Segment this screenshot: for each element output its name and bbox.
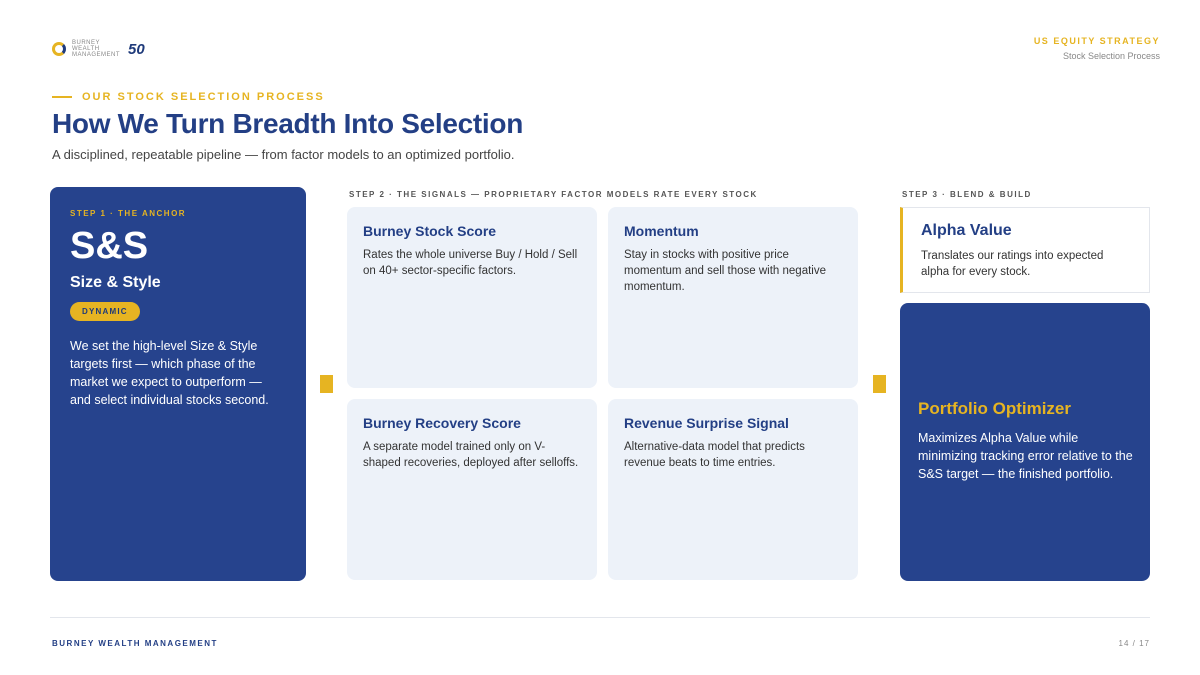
logo-mark-icon [52, 42, 66, 56]
signal-desc: Rates the whole universe Buy / Hold / Sell on 40+ sector-specific factors. [363, 249, 578, 277]
optimizer-title: Portfolio Optimizer [918, 399, 1071, 418]
signal-card [608, 399, 858, 580]
anniversary-mark: 50 [128, 40, 145, 58]
optimizer-desc: Maximizes Alpha Value while minimizing tracking error relative to the S&S target — the finished portfolio. [918, 431, 1133, 481]
signal-desc: A separate model trained only on V-shaped recoveries, deployed after selloffs. [363, 441, 579, 469]
alpha-value-card [900, 207, 1150, 293]
signal-card [608, 207, 858, 388]
connector-arrow-icon [320, 375, 333, 393]
signal-title: Burney Recovery Score [363, 415, 521, 431]
section-title: US EQUITY STRATEGY [1033, 36, 1160, 46]
portfolio-optimizer-card [900, 303, 1150, 581]
signal-title: Momentum [624, 223, 699, 239]
header-section [1034, 36, 1160, 61]
signal-title: Burney Stock Score [363, 223, 497, 239]
anchor-card [50, 187, 306, 581]
company-logo [52, 40, 145, 58]
logo-word: WEALTH [72, 46, 100, 52]
anchor-subtitle: Size & Style [70, 274, 161, 291]
page-name: Stock Selection Process [1062, 51, 1160, 61]
dynamic-badge: DYNAMIC [70, 302, 140, 321]
footer-company: BURNEY WEALTH MANAGEMENT [52, 639, 218, 648]
connector-arrow-icon [873, 375, 886, 393]
anchor-big-text: S&S [70, 225, 149, 267]
page-number: 14 / 17 [1118, 639, 1150, 648]
anchor-step-label: STEP 1 · THE ANCHOR [70, 209, 187, 218]
eyebrow-rule [52, 96, 72, 98]
footer-divider [50, 617, 1150, 618]
anchor-body: We set the high-level Size & Style targets first — which phase of the market we expect to outperform — and select individual stocks second. [70, 339, 269, 407]
signal-desc: Stay in stocks with positive price momentum and sell those with negative momentum. [624, 249, 826, 293]
alpha-title: Alpha Value [921, 222, 1012, 239]
step2-label: STEP 2 · THE SIGNALS — PROPRIETARY FACTOR MODELS RATE EVERY STOCK [349, 190, 758, 199]
signal-desc: Alternative-data model that predicts revenue beats to time entries. [624, 441, 805, 469]
logo-words [72, 40, 120, 58]
alpha-desc: Translates our ratings into expected alpha for every stock. [921, 250, 1104, 278]
eyebrow [52, 91, 325, 103]
page-subtitle: A disciplined, repeatable pipeline — from factor models to an optimized portfolio. [52, 147, 515, 162]
logo-word: BURNEY [72, 40, 101, 46]
signal-card [347, 207, 597, 388]
signal-card [347, 399, 597, 580]
step3-label: STEP 3 · BLEND & BUILD [902, 190, 1032, 199]
signal-title: Revenue Surprise Signal [624, 415, 789, 431]
page-title: How We Turn Breadth Into Selection [52, 108, 524, 139]
logo-word: MANAGEMENT [72, 52, 121, 58]
eyebrow-text: OUR STOCK SELECTION PROCESS [82, 91, 325, 103]
